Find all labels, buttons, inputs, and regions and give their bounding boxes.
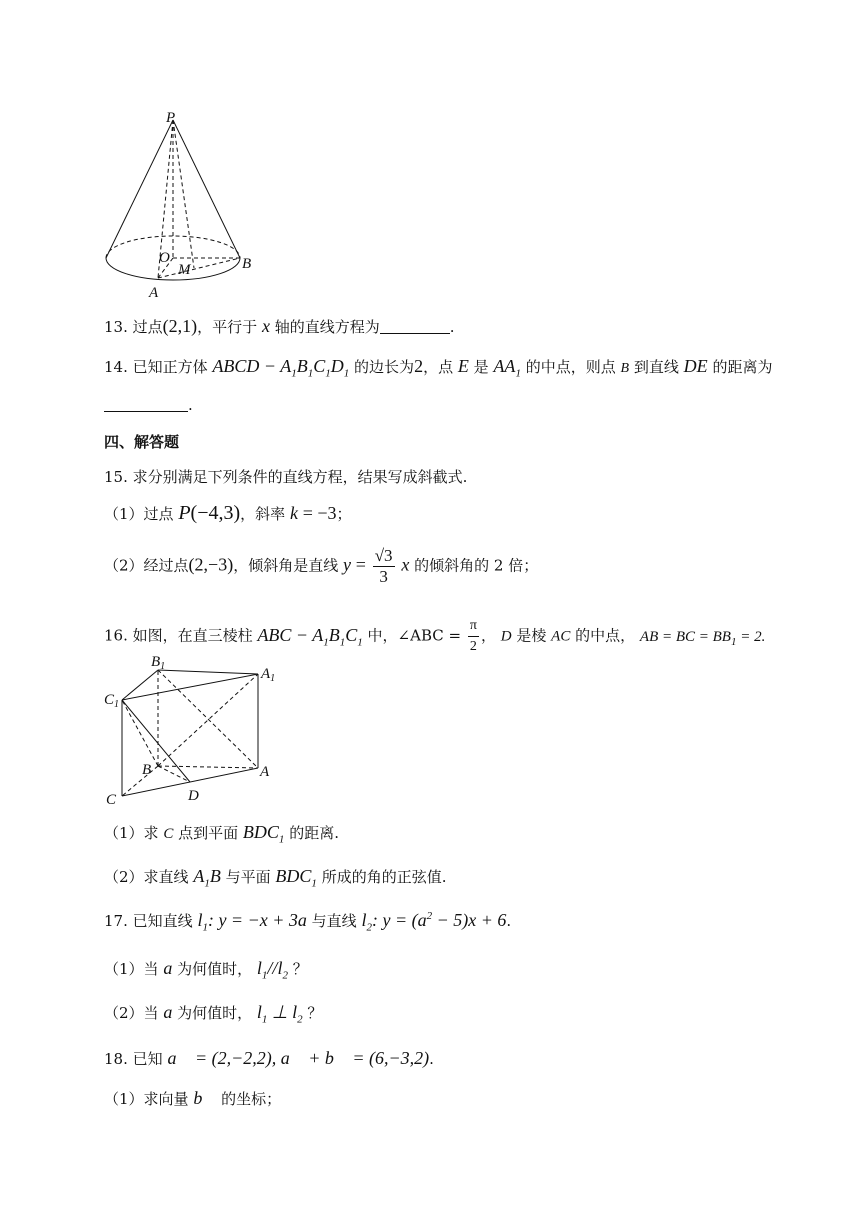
cone-ab [158, 258, 240, 278]
q15-p1-p: P [178, 502, 191, 524]
q15-p2-x: x [401, 554, 410, 575]
q14-answer-blank[interactable] [104, 411, 188, 412]
q14-post: 的距离为 [712, 358, 773, 376]
q13-post: 轴的直线方程为 [274, 318, 380, 336]
edge-c1b1 [122, 670, 158, 700]
label-m: M [178, 262, 191, 278]
question-14 [104, 356, 772, 380]
q17-end: . [506, 912, 512, 930]
question-14-answer [104, 396, 193, 414]
q16-p1-plane: $BDC_1$ [242, 822, 285, 846]
q15-p1-label: （1）过点 [104, 505, 174, 523]
cone-figure [96, 108, 276, 303]
q17-pre: 已知直线 [132, 912, 193, 930]
q18-p1-b: b⃗ [193, 1088, 217, 1108]
label-b: B [142, 762, 152, 778]
label-a1: $A_1$ [261, 666, 276, 684]
q16-prism: ABC − $A_1B_1C_1$ [257, 624, 363, 649]
question-13 [104, 316, 455, 337]
q13-num: 13. [104, 318, 128, 336]
q15-p1-mid: ，斜率 [240, 505, 286, 523]
q14-two: 2 [414, 356, 424, 376]
q13-pre: 过点 [132, 318, 163, 336]
q17-part-2 [104, 1002, 322, 1026]
q17-p1-end: ？ [292, 960, 308, 978]
q16-p1-end: 的距离. [289, 824, 339, 842]
q17-p2-mid: 为何值时， [177, 1004, 253, 1022]
q16-mid2: ， [480, 626, 496, 645]
q16-mid: 中，∠ABC = [367, 626, 462, 645]
q14-mid2: ，点 [423, 358, 454, 376]
q14-e: E [457, 356, 469, 376]
edge-bc1 [122, 700, 158, 766]
q14-b: B [620, 361, 630, 376]
q16-pre: 如图，在直三棱柱 [132, 626, 253, 645]
cone-right-edge [173, 120, 240, 258]
q17-p2-a: a [163, 1002, 173, 1022]
q17-p1-mid: 为何值时， [177, 960, 253, 978]
q15-p2-eq: = [355, 554, 366, 575]
q13-x: x [261, 316, 270, 336]
q16-ac: AC [551, 628, 571, 645]
edge-ba1 [158, 674, 258, 766]
q16-mid3: 是棱 [516, 626, 547, 645]
edge-bd [158, 766, 190, 782]
q16-p1-label: （1）求 [104, 824, 159, 842]
section-heading: 四、解答题 [104, 433, 180, 451]
q18-pre: 已知 [132, 1050, 163, 1068]
q16-angle-fraction: $\frac{\pi}{2}$ [469, 618, 477, 654]
edge-b1a [158, 670, 258, 768]
q18-p1-label: （1）求向量 [104, 1090, 189, 1108]
question-17 [104, 910, 511, 934]
q15-p2-post: 的倾斜角的 2 倍； [414, 556, 539, 575]
label-c: C [106, 792, 117, 808]
label-b1: $B_1$ [151, 654, 166, 672]
edge-bc [122, 766, 158, 796]
q15-p2-mid: ，倾斜角是直线 [233, 556, 339, 575]
label-d: D [188, 788, 199, 804]
q15-part-2 [104, 546, 538, 587]
q15-p2-y: y [342, 554, 351, 575]
q15-p1-k: k [289, 503, 298, 523]
label-p: P [166, 110, 176, 126]
q17-num: 17. [104, 912, 128, 930]
q13-answer-blank[interactable] [380, 333, 450, 334]
q16-p2-label: （2）求直线 [104, 868, 189, 886]
q17-p1-rel: $l_1//l_2$ [256, 958, 288, 982]
q13-mid: ，平行于 [197, 318, 258, 336]
q17-line1: $l_1$: y = −x + 3a [197, 910, 307, 934]
q18-p1-end: 的坐标； [221, 1090, 282, 1108]
q16-part-2 [104, 866, 446, 890]
q15-p2-label: （2）经过点 [104, 556, 189, 575]
q13-end: . [449, 318, 455, 336]
prism-figure [100, 650, 300, 808]
q16-p1-c: C [163, 826, 174, 842]
q16-p2-plane: $BDC_1$ [275, 866, 317, 890]
q14-mid3: 是 [473, 358, 489, 376]
question-15 [104, 466, 467, 487]
q15-p1-end: ； [336, 505, 352, 523]
q14-mid1: 的边长为 [354, 358, 415, 376]
q17-p1-label: （1）当 [104, 960, 159, 978]
q16-p2-a1b: $A_1B$ [193, 866, 221, 890]
q14-end: . [188, 396, 193, 414]
q16-eq: AB = BC = $BB_1 = 2$. [639, 628, 766, 648]
label-b: B [242, 256, 252, 272]
q16-p2-mid: 与平面 [225, 868, 271, 886]
q17-p1-a: a [163, 958, 173, 978]
q17-mid: 与直线 [311, 912, 357, 930]
q15-p1-eq: = −3 [302, 503, 337, 523]
label-o: O [159, 250, 170, 266]
q14-num: 14. [104, 358, 128, 376]
q14-mid5: 到直线 [633, 358, 679, 376]
label-a: A [260, 764, 270, 780]
q16-part-1 [104, 822, 339, 846]
q18-end: . [429, 1050, 434, 1068]
q17-line2: $l_2$: $y = (a^2 - 5)x + 6$ [361, 910, 507, 934]
q16-mid4: 的中点， [575, 626, 636, 645]
q14-aa: $AA_1$ [493, 356, 521, 380]
q15-part-1 [104, 502, 352, 525]
q17-p2-rel: $l_1$ ⊥ $l_2$ [256, 1002, 303, 1026]
q14-cube: ABCD − $A_1B_1C_1D_1$ [212, 356, 350, 380]
question-18 [104, 1048, 434, 1069]
q14-de: DE [683, 356, 708, 376]
q14-mid4: 的中点，则点 [525, 358, 616, 376]
cone-left-edge [106, 120, 173, 258]
q15-p1-point: (−4,3) [190, 502, 241, 524]
q16-d: D [500, 628, 512, 645]
edge-b1a1 [158, 670, 258, 674]
q18-expr: a⃗ = (2,−2,2), a⃗ + b⃗ = (6,−3,2) [167, 1048, 430, 1068]
q15-p2-point: (2,−3) [188, 554, 234, 575]
q17-part-1 [104, 958, 308, 982]
q18-part-1 [104, 1088, 281, 1109]
q15-num: 15. [104, 468, 128, 486]
q18-num: 18. [104, 1050, 128, 1068]
edge-c1d [122, 700, 190, 782]
q17-p2-end: ？ [307, 1004, 323, 1022]
q17-p2-label: （2）当 [104, 1004, 159, 1022]
label-c1: $C_1$ [104, 692, 120, 710]
q14-pre: 已知正方体 [132, 358, 208, 376]
q15-text: 求分别满足下列条件的直线方程，结果写成斜截式. [132, 468, 468, 486]
q13-point: (2,1) [162, 316, 198, 336]
q16-num: 16. [104, 626, 128, 645]
q16-p1-mid: 点到平面 [178, 824, 239, 842]
edge-ba [158, 766, 258, 768]
q16-p2-end: 所成的角的正弦值. [321, 868, 447, 886]
edge-c1a1 [122, 674, 258, 700]
q15-p2-fraction: $\frac{√3}{3}$ [374, 546, 393, 586]
label-a: A [149, 285, 159, 301]
